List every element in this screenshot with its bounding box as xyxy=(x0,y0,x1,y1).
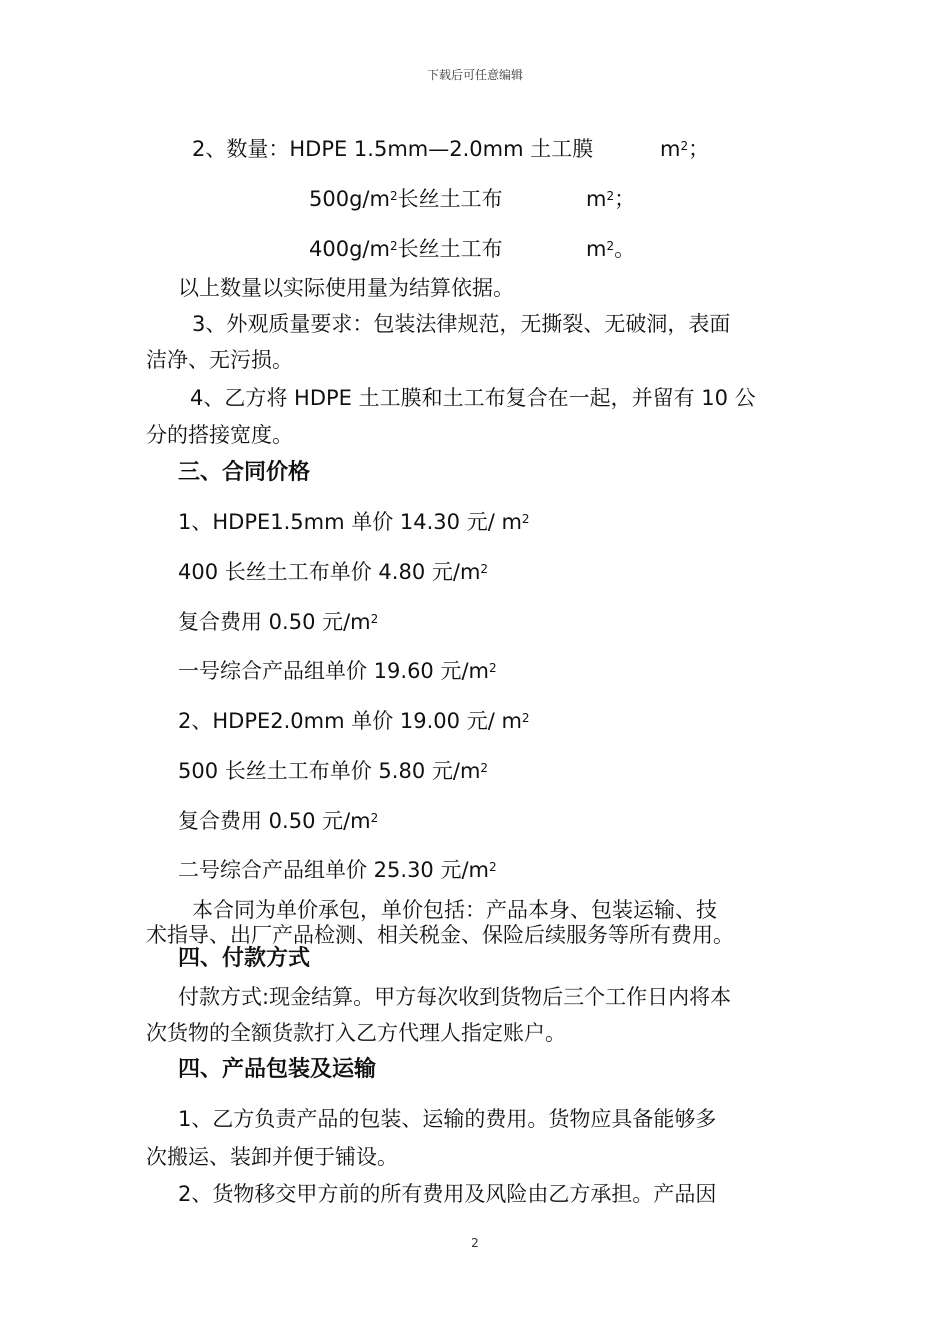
item3-line-2: 洁净、无污损。 xyxy=(146,348,293,372)
item4-line-2: 分的搭接宽度。 xyxy=(146,423,293,447)
packing-item1-line-1: 1、乙方负责产品的包装、运输的费用。货物应具备能够多 xyxy=(178,1107,717,1131)
quantity-line-2: $500g/m^2$长丝土工布 xyxy=(309,187,503,211)
packing-item2-line-1: 2、货物移交甲方前的所有费用及风险由乙方承担。产品因 xyxy=(178,1182,717,1206)
quantity-note: 以上数量以实际使用量为结算依据。 xyxy=(178,276,514,300)
price-line-8: 二号综合产品组单价 25.30 元$/m^2$ xyxy=(178,858,497,882)
item4-line-1: 4、乙方将 HDPE 土工膜和土工布复合在一起，并留有 10 公 xyxy=(190,386,756,410)
payment-line-1: 付款方式:现金结算。甲方每次收到货物后三个工作日内将本 xyxy=(178,985,732,1009)
page-number: 2 xyxy=(471,1236,479,1250)
price-line-7: 复合费用 0.50 元$/m^2$ xyxy=(178,809,379,833)
packing-item1-line-2: 次搬运、装卸并便于铺设。 xyxy=(146,1145,398,1169)
price-note-line-2: 术指导、出厂产品检测、相关税金、保险后续服务等所有费用。 xyxy=(146,923,734,947)
section-title-payment: 四、付款方式 xyxy=(178,946,311,971)
price-line-2: 400 长丝土工布单价 4.80 元$/m^2$ xyxy=(178,560,489,584)
quantity-line-1 xyxy=(192,136,593,162)
price-line-6: 500 长丝土工布单价 5.80 元$/m^2$ xyxy=(178,759,489,783)
page-header: 下载后可任意编辑 xyxy=(426,68,523,82)
section-title-price: 三、合同价格 xyxy=(178,460,311,485)
quantity-unit-3: $m^2$。 xyxy=(586,237,636,261)
payment-line-2: 次货物的全额货款打入乙方代理人指定账户。 xyxy=(146,1021,566,1045)
price-note-line-1: 本合同为单价承包，单价包括：产品本身、包装运输、技 xyxy=(192,898,717,922)
price-line-3: 复合费用 0.50 元$/m^2$ xyxy=(178,610,379,634)
item3-line-1: 3、外观质量要求：包装法律规范，无撕裂、无破洞，表面 xyxy=(192,312,731,336)
price-line-5: 2、HDPE2.0mm 单价 19.00 元/ $m^2$ xyxy=(178,709,530,733)
quantity-unit-1: $m^2$； xyxy=(660,137,710,161)
price-line-4: 一号综合产品组单价 19.60 元$/m^2$ xyxy=(178,659,497,683)
quantity-label: 2、数量：HDPE 1.5mm—2.0mm 土工膜 xyxy=(192,137,594,161)
quantity-line-3: $400g/m^2$长丝土工布 xyxy=(309,237,503,261)
quantity-unit-2: $m^2$； xyxy=(586,187,636,211)
section-title-packing: 四、产品包装及运输 xyxy=(178,1057,377,1082)
price-line-1: 1、HDPE1.5mm 单价 14.30 元/ $m^2$ xyxy=(178,510,530,534)
